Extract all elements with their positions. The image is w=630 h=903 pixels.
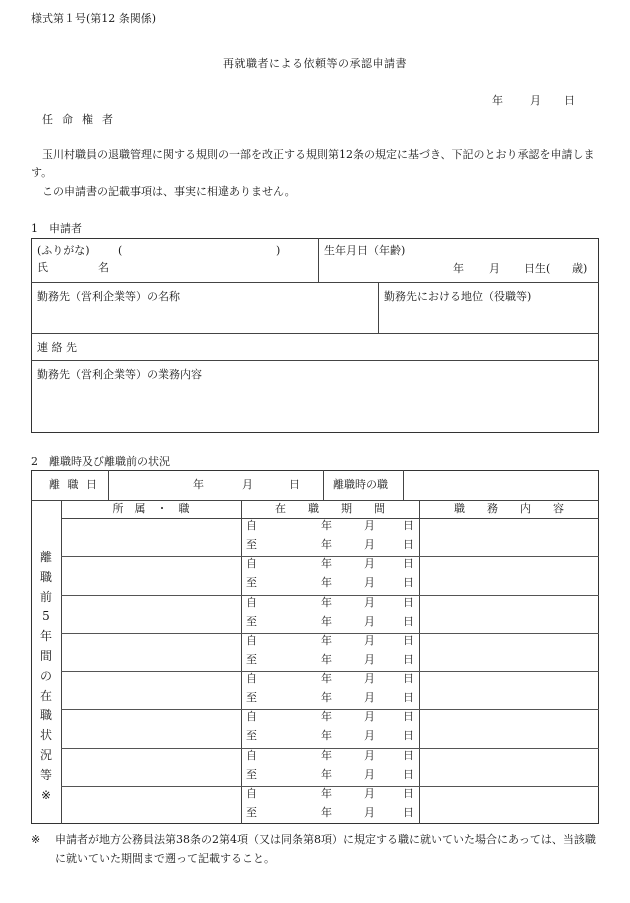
duties-input[interactable] [421, 521, 597, 553]
duties-input[interactable] [421, 674, 597, 706]
period-from-day-label: 日 [403, 595, 414, 609]
birth-year-label: 年 [453, 262, 464, 275]
history-row [0, 748, 630, 786]
vertical-label-char: 年 [39, 629, 52, 644]
period-to-day-label: 日 [403, 652, 414, 666]
name-field[interactable] [212, 259, 308, 275]
period-from-year-label: 年 [321, 633, 332, 647]
period-from-year-label: 年 [321, 748, 332, 762]
furigana-paren-open: ( [118, 244, 123, 257]
history-row [0, 518, 630, 556]
period-from-label: 自 [246, 519, 257, 532]
period-to-day-label: 日 [403, 805, 414, 819]
vertical-label-char: の [39, 668, 52, 683]
affiliation-input[interactable] [63, 751, 239, 783]
affiliation-input[interactable] [63, 712, 239, 744]
period-from-month-label: 月 [364, 595, 375, 609]
vertical-label-char: 間 [39, 648, 52, 663]
period-from-label: 自 [246, 748, 257, 762]
vertical-label-char: 況 [39, 747, 52, 762]
affiliation-input[interactable] [63, 598, 239, 630]
history-row [0, 671, 630, 709]
section1-heading: 1 申請者 [31, 222, 82, 235]
history-row [0, 633, 630, 671]
contact-label: 連 絡 先 [37, 341, 77, 354]
vertical-label-char: 5 [42, 609, 50, 624]
applicant-table [31, 238, 599, 433]
furigana-label: (ふりがな) [37, 244, 90, 257]
period-to-month-label: 月 [364, 614, 375, 628]
duties-input[interactable] [421, 712, 597, 744]
period-to-day-label: 日 [403, 614, 414, 628]
period-from-label: 自 [246, 710, 257, 724]
period-from-day-label: 日 [403, 519, 414, 532]
name-label-1: 氏 [37, 261, 48, 274]
vertical-label-char: ※ [40, 787, 52, 802]
period-to-year-label: 年 [321, 614, 332, 628]
form-number: 様式第１号(第12 条関係) [31, 12, 157, 25]
vertical-label-char: 状 [39, 728, 52, 743]
period-from-day-label: 日 [403, 672, 414, 685]
period-from-year-label: 年 [321, 786, 332, 800]
period-from-day-label: 日 [403, 748, 414, 762]
history-row [0, 709, 630, 747]
addressee: 任命権者 [42, 113, 122, 126]
period-from-label: 自 [246, 595, 257, 609]
period-to-year-label: 年 [321, 538, 332, 551]
period-from-month-label: 月 [364, 748, 375, 762]
period-from-year-label: 年 [321, 672, 332, 685]
period-to-label: 至 [246, 767, 257, 781]
retire-date-label: 離 職 日 [49, 478, 99, 491]
history-row [0, 556, 630, 594]
period-from-year-label: 年 [321, 557, 332, 571]
birth-day-label: 日生( [524, 262, 551, 275]
period-to-month-label: 月 [364, 691, 375, 704]
retire-month-label: 月 [242, 478, 253, 491]
furigana-paren-close: ) [276, 244, 281, 257]
name-label-2: 名 [98, 261, 109, 274]
duties-input[interactable] [421, 789, 597, 821]
period-to-year-label: 年 [321, 691, 332, 704]
period-from-label: 自 [246, 786, 257, 800]
section2-heading: 2 離職時及び離職前の状況 [31, 455, 170, 468]
affiliation-input[interactable] [63, 559, 239, 591]
period-from-day-label: 日 [403, 557, 414, 571]
vertical-label-char: 離 [39, 550, 52, 564]
period-from-label: 自 [246, 672, 257, 685]
date-month-label: 月 [530, 94, 541, 107]
period-to-year-label: 年 [321, 729, 332, 743]
period-to-month-label: 月 [364, 729, 375, 743]
period-to-month-label: 月 [364, 652, 375, 666]
duties-input[interactable] [421, 559, 597, 591]
period-to-day-label: 日 [403, 576, 414, 590]
period-to-year-label: 年 [321, 652, 332, 666]
period-to-year-label: 年 [321, 767, 332, 781]
period-from-year-label: 年 [321, 519, 332, 532]
declaration: この申請書の記載事項は、事実に相違ありません。 [42, 185, 296, 198]
period-to-label: 至 [246, 652, 257, 666]
history-row [0, 595, 630, 633]
period-from-day-label: 日 [403, 786, 414, 800]
period-from-year-label: 年 [321, 595, 332, 609]
document-title: 再就職者による依頼等の承認申請書 [223, 57, 407, 70]
intro-paragraph: 玉川村職員の退職管理に関する規則の一部を改正する規則第12条の規定に基づき、下記のとおり承認を申請します。 [31, 148, 595, 179]
period-from-label: 自 [246, 557, 257, 571]
period-to-year-label: 年 [321, 576, 332, 590]
retire-day-label: 日 [289, 478, 300, 491]
footnote-mark: ※ [31, 833, 41, 846]
period-to-label: 至 [246, 691, 257, 704]
col-duties-header: 職 務 内 容 [454, 502, 564, 515]
period-from-month-label: 月 [364, 519, 375, 532]
period-from-month-label: 月 [364, 710, 375, 724]
period-from-month-label: 月 [364, 633, 375, 647]
vertical-label-char: 在 [39, 688, 52, 703]
period-to-month-label: 月 [364, 767, 375, 781]
vertical-label-char: 職 [39, 708, 52, 723]
period-from-month-label: 月 [364, 672, 375, 685]
period-from-month-label: 月 [364, 786, 375, 800]
affiliation-input[interactable] [63, 789, 239, 821]
period-to-label: 至 [246, 538, 257, 551]
period-to-label: 至 [246, 614, 257, 628]
period-to-day-label: 日 [403, 538, 414, 551]
vertical-label-char: 職 [39, 569, 52, 584]
period-from-day-label: 日 [403, 633, 414, 647]
employer-name-label: 勤務先（営利企業等）の名称 [37, 290, 180, 303]
duties-input[interactable] [421, 598, 597, 630]
footnote [31, 830, 603, 868]
affiliation-input[interactable] [63, 521, 239, 553]
period-to-label: 至 [246, 576, 257, 590]
retire-year-label: 年 [193, 478, 204, 491]
footnote-text: 申請者が地方公務員法第38条の2第4項（又は同条第8項）に規定する職に就いていた場合にあっては、当該職に就いていた期間まで遡って記載すること。 [55, 833, 596, 865]
birthdate-label: 生年月日（年齢) [324, 244, 406, 257]
age-label: 歳) [572, 262, 588, 275]
period-to-month-label: 月 [364, 805, 375, 819]
period-to-label: 至 [246, 729, 257, 743]
date-year-label: 年 [492, 94, 503, 107]
duties-input[interactable] [421, 751, 597, 783]
duties-input[interactable] [421, 636, 597, 668]
history-row [0, 786, 630, 824]
retire-position-label: 離職時の職 [333, 478, 388, 491]
col-affiliation-header: 所 属 ・ 職 [112, 502, 190, 515]
period-to-day-label: 日 [403, 691, 414, 704]
employer-position-label: 勤務先における地位（役職等) [384, 290, 532, 303]
affiliation-input[interactable] [63, 636, 239, 668]
period-from-day-label: 日 [403, 710, 414, 724]
col-period-header: 在 職 期 間 [275, 502, 385, 515]
period-to-year-label: 年 [321, 805, 332, 819]
period-to-month-label: 月 [364, 538, 375, 551]
period-to-day-label: 日 [403, 729, 414, 743]
period-to-day-label: 日 [403, 767, 414, 781]
period-from-month-label: 月 [364, 557, 375, 571]
period-from-year-label: 年 [321, 710, 332, 724]
vertical-label-char: 等 [39, 767, 52, 782]
period-from-label: 自 [246, 633, 257, 647]
affiliation-input[interactable] [63, 674, 239, 706]
business-content-label: 勤務先（営利企業等）の業務内容 [37, 368, 202, 381]
period-to-month-label: 月 [364, 576, 375, 590]
period-to-label: 至 [246, 805, 257, 819]
date-day-label: 日 [564, 94, 575, 107]
vertical-label-char: 前 [39, 589, 52, 604]
birth-month-label: 月 [489, 262, 500, 275]
